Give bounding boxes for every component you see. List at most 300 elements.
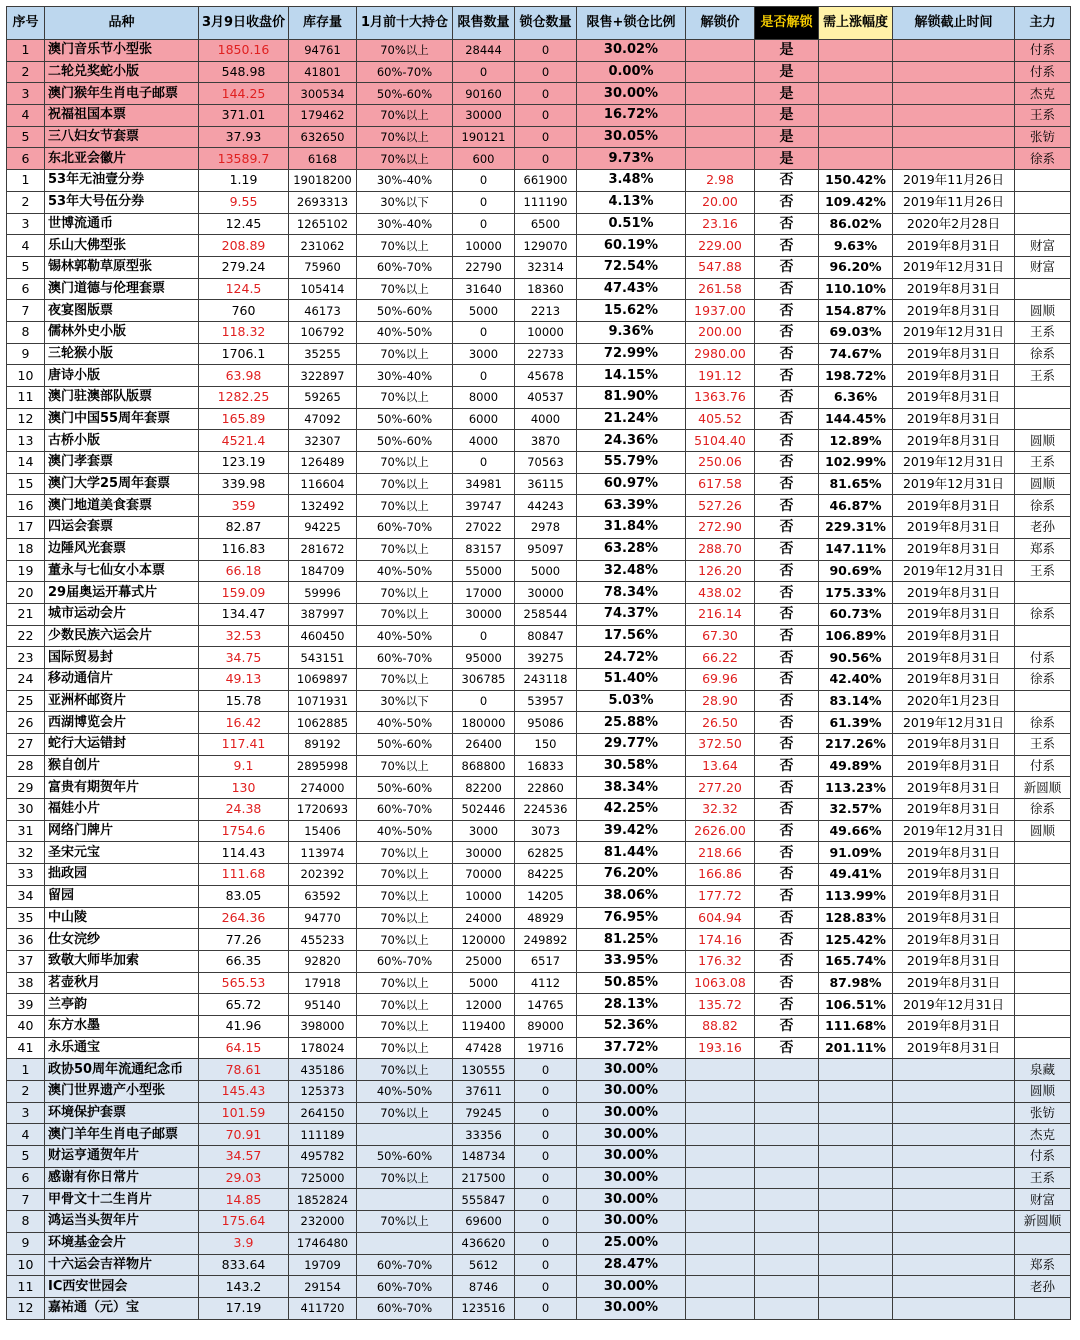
cell-required-rise [819, 61, 893, 83]
cell-deadline: 2019年12月31日 [893, 560, 1015, 582]
table-row [7, 1189, 1071, 1211]
cell-stock: 17918 [289, 972, 357, 994]
cell-ratio: 37.72% [577, 1037, 686, 1059]
cell-required-rise [819, 1059, 893, 1081]
cell-restricted-qty: 119400 [453, 1015, 515, 1037]
cell-ratio: 25.88% [577, 712, 686, 734]
cell-required-rise: 128.83% [819, 907, 893, 929]
cell-close-price: 143.2 [199, 1276, 289, 1298]
cell-is-unlocked [755, 1081, 819, 1103]
cell-index: 1 [7, 170, 45, 192]
cell-index: 8 [7, 321, 45, 343]
cell-ratio: 30.00% [577, 1124, 686, 1146]
cell-is-unlocked [755, 1146, 819, 1168]
cell-close-price: 565.53 [199, 972, 289, 994]
cell-unlock-price [686, 126, 755, 148]
cell-deadline: 2019年8月31日 [893, 625, 1015, 647]
cell-index: 29 [7, 777, 45, 799]
table-row [7, 343, 1071, 365]
cell-main-force: 新圆顺 [1015, 777, 1071, 799]
table-row [7, 799, 1071, 821]
cell-unlock-price: 405.52 [686, 408, 755, 430]
cell-stock: 19018200 [289, 170, 357, 192]
cell-name: 53年无油壹分券 [45, 170, 199, 192]
cell-close-price: 159.09 [199, 582, 289, 604]
cell-name: 澳门中国55周年套票 [45, 408, 199, 430]
cell-ratio: 47.43% [577, 278, 686, 300]
cell-deadline: 2019年12月31日 [893, 256, 1015, 278]
cell-stock: 231062 [289, 235, 357, 257]
cell-locked-qty: 45678 [515, 365, 577, 387]
cell-top10-holding: 30%以下 [357, 191, 453, 213]
cell-restricted-qty: 17000 [453, 582, 515, 604]
cell-top10-holding: 70%以上 [357, 755, 453, 777]
table-row [7, 1102, 1071, 1124]
cell-close-price: 124.5 [199, 278, 289, 300]
table-row [7, 1297, 1071, 1319]
cell-top10-holding: 60%-70% [357, 1254, 453, 1276]
cell-name: 澳门世界遗产小型张 [45, 1081, 199, 1103]
table-row [7, 1276, 1071, 1298]
cell-restricted-qty: 123516 [453, 1297, 515, 1319]
cell-stock: 32307 [289, 430, 357, 452]
cell-restricted-qty: 3000 [453, 343, 515, 365]
cell-deadline [893, 148, 1015, 170]
cell-ratio: 74.37% [577, 603, 686, 625]
cell-index: 16 [7, 495, 45, 517]
cell-required-rise [819, 1081, 893, 1103]
cell-ratio: 78.34% [577, 582, 686, 604]
cell-index: 27 [7, 734, 45, 756]
cell-name: 环境保护套票 [45, 1102, 199, 1124]
cell-locked-qty: 10000 [515, 321, 577, 343]
cell-locked-qty: 80847 [515, 625, 577, 647]
cell-close-price: 111.68 [199, 864, 289, 886]
cell-required-rise: 90.56% [819, 647, 893, 669]
cell-close-price: 34.75 [199, 647, 289, 669]
cell-name: 澳门羊年生肖电子邮票 [45, 1124, 199, 1146]
cell-close-price: 65.72 [199, 994, 289, 1016]
cell-deadline: 2019年8月31日 [893, 885, 1015, 907]
cell-restricted-qty: 0 [453, 321, 515, 343]
cell-deadline: 2019年8月31日 [893, 365, 1015, 387]
table-row [7, 300, 1071, 322]
cell-is-unlocked: 是 [755, 105, 819, 127]
cell-locked-qty: 0 [515, 1124, 577, 1146]
cell-is-unlocked: 否 [755, 430, 819, 452]
cell-restricted-qty: 10000 [453, 885, 515, 907]
cell-close-price: 359 [199, 495, 289, 517]
cell-name: 鸿运当头贺年片 [45, 1211, 199, 1233]
cell-ratio: 4.13% [577, 191, 686, 213]
cell-deadline: 2019年11月26日 [893, 191, 1015, 213]
table-row [7, 1211, 1071, 1233]
table-row [7, 148, 1071, 170]
cell-deadline: 2019年8月31日 [893, 582, 1015, 604]
cell-name: 澳门道德与伦理套票 [45, 278, 199, 300]
cell-stock: 1852824 [289, 1189, 357, 1211]
table-row [7, 321, 1071, 343]
cell-index: 2 [7, 61, 45, 83]
cell-index: 18 [7, 538, 45, 560]
cell-stock: 105414 [289, 278, 357, 300]
cell-unlock-price: 2980.00 [686, 343, 755, 365]
cell-index: 3 [7, 213, 45, 235]
cell-index: 3 [7, 1102, 45, 1124]
cell-unlock-price [686, 40, 755, 62]
cell-locked-qty: 4000 [515, 408, 577, 430]
cell-is-unlocked: 否 [755, 885, 819, 907]
cell-deadline [893, 1081, 1015, 1103]
cell-locked-qty: 84225 [515, 864, 577, 886]
cell-required-rise: 106.51% [819, 994, 893, 1016]
cell-required-rise: 32.57% [819, 799, 893, 821]
cell-unlock-price: 527.26 [686, 495, 755, 517]
cell-index: 7 [7, 1189, 45, 1211]
cell-locked-qty: 0 [515, 105, 577, 127]
cell-ratio: 63.28% [577, 538, 686, 560]
cell-name: 夜宴图版票 [45, 300, 199, 322]
cell-main-force: 王系 [1015, 452, 1071, 474]
cell-locked-qty: 0 [515, 1254, 577, 1276]
cell-top10-holding: 50%-60% [357, 430, 453, 452]
header-is-unlocked: 是否解锁 [755, 7, 819, 40]
cell-is-unlocked: 否 [755, 582, 819, 604]
cell-main-force: 王系 [1015, 105, 1071, 127]
cell-close-price: 134.47 [199, 603, 289, 625]
cell-unlock-price: 288.70 [686, 538, 755, 560]
table-row [7, 668, 1071, 690]
cell-required-rise: 49.66% [819, 820, 893, 842]
table-row [7, 603, 1071, 625]
cell-required-rise [819, 1297, 893, 1319]
cell-locked-qty: 2978 [515, 517, 577, 539]
cell-deadline: 2019年8月31日 [893, 343, 1015, 365]
cell-required-rise [819, 1167, 893, 1189]
cell-stock: 387997 [289, 603, 357, 625]
cell-name: 澳门大学25周年套票 [45, 473, 199, 495]
cell-required-rise: 217.26% [819, 734, 893, 756]
cell-index: 15 [7, 473, 45, 495]
cell-stock: 264150 [289, 1102, 357, 1124]
cell-locked-qty: 3073 [515, 820, 577, 842]
cell-locked-qty: 2213 [515, 300, 577, 322]
table-row [7, 235, 1071, 257]
cell-main-force: 付系 [1015, 61, 1071, 83]
cell-restricted-qty: 0 [453, 61, 515, 83]
cell-locked-qty: 0 [515, 1211, 577, 1233]
header-index: 序号 [7, 7, 45, 40]
cell-is-unlocked: 否 [755, 907, 819, 929]
cell-name: 唐诗小版 [45, 365, 199, 387]
cell-top10-holding: 70%以上 [357, 495, 453, 517]
cell-deadline: 2019年8月31日 [893, 777, 1015, 799]
cell-main-force: 王系 [1015, 365, 1071, 387]
cell-close-price: 41.96 [199, 1015, 289, 1037]
cell-stock: 75960 [289, 256, 357, 278]
cell-top10-holding: 70%以上 [357, 148, 453, 170]
cell-unlock-price: 88.82 [686, 1015, 755, 1037]
cell-main-force [1015, 1015, 1071, 1037]
cell-is-unlocked [755, 1189, 819, 1211]
cell-restricted-qty: 70000 [453, 864, 515, 886]
header-locked-qty: 锁仓数量 [515, 7, 577, 40]
cell-unlock-price: 67.30 [686, 625, 755, 647]
cell-name: 东方水墨 [45, 1015, 199, 1037]
cell-stock: 59996 [289, 582, 357, 604]
cell-deadline: 2019年8月31日 [893, 235, 1015, 257]
cell-stock: 1746480 [289, 1232, 357, 1254]
cell-deadline [893, 1146, 1015, 1168]
cell-index: 23 [7, 647, 45, 669]
cell-restricted-qty: 79245 [453, 1102, 515, 1124]
cell-stock: 111189 [289, 1124, 357, 1146]
cell-is-unlocked: 否 [755, 950, 819, 972]
cell-locked-qty: 14765 [515, 994, 577, 1016]
cell-locked-qty: 0 [515, 61, 577, 83]
cell-name: 兰亭韵 [45, 994, 199, 1016]
cell-unlock-price: 174.16 [686, 929, 755, 951]
cell-deadline: 2019年8月31日 [893, 495, 1015, 517]
cell-restricted-qty: 22790 [453, 256, 515, 278]
cell-unlock-price: 617.58 [686, 473, 755, 495]
table-row [7, 61, 1071, 83]
cell-ratio: 72.99% [577, 343, 686, 365]
cell-is-unlocked: 是 [755, 148, 819, 170]
cell-deadline [893, 126, 1015, 148]
cell-deadline: 2019年8月31日 [893, 603, 1015, 625]
cell-name: 嘉祐通（元）宝 [45, 1297, 199, 1319]
header-main-force: 主力 [1015, 7, 1071, 40]
cell-restricted-qty: 436620 [453, 1232, 515, 1254]
cell-name: 少数民族六运会片 [45, 625, 199, 647]
cell-main-force: 张钫 [1015, 126, 1071, 148]
cell-main-force: 泉藏 [1015, 1059, 1071, 1081]
cell-deadline: 2020年2月28日 [893, 213, 1015, 235]
cell-index: 31 [7, 820, 45, 842]
cell-main-force: 王系 [1015, 321, 1071, 343]
cell-ratio: 30.00% [577, 1102, 686, 1124]
cell-unlock-price: 1063.08 [686, 972, 755, 994]
cell-top10-holding: 70%以上 [357, 235, 453, 257]
cell-restricted-qty: 0 [453, 452, 515, 474]
cell-close-price: 9.1 [199, 755, 289, 777]
table-row [7, 929, 1071, 951]
cell-ratio: 39.42% [577, 820, 686, 842]
cell-ratio: 51.40% [577, 668, 686, 690]
cell-name: 二轮兑奖蛇小版 [45, 61, 199, 83]
cell-main-force: 杰克 [1015, 1124, 1071, 1146]
cell-unlock-price: 216.14 [686, 603, 755, 625]
cell-deadline [893, 1232, 1015, 1254]
cell-restricted-qty: 6000 [453, 408, 515, 430]
cell-top10-holding: 30%-40% [357, 170, 453, 192]
cell-index: 13 [7, 430, 45, 452]
cell-unlock-price: 166.86 [686, 864, 755, 886]
cell-locked-qty: 95097 [515, 538, 577, 560]
cell-index: 19 [7, 560, 45, 582]
cell-ratio: 16.72% [577, 105, 686, 127]
cell-top10-holding: 40%-50% [357, 1081, 453, 1103]
cell-main-force: 老孙 [1015, 1276, 1071, 1298]
cell-top10-holding: 40%-50% [357, 625, 453, 647]
cell-restricted-qty: 3000 [453, 820, 515, 842]
cell-required-rise: 6.36% [819, 387, 893, 409]
cell-locked-qty: 0 [515, 1102, 577, 1124]
table-row [7, 690, 1071, 712]
cell-required-rise: 42.40% [819, 668, 893, 690]
cell-stock: 322897 [289, 365, 357, 387]
cell-index: 11 [7, 387, 45, 409]
table-row [7, 1037, 1071, 1059]
cell-name: 澳门音乐节小型张 [45, 40, 199, 62]
cell-deadline: 2019年8月31日 [893, 1037, 1015, 1059]
cell-unlock-price: 277.20 [686, 777, 755, 799]
cell-unlock-price [686, 1276, 755, 1298]
cell-close-price: 279.24 [199, 256, 289, 278]
cell-locked-qty: 30000 [515, 582, 577, 604]
cell-main-force: 徐系 [1015, 148, 1071, 170]
cell-is-unlocked [755, 1124, 819, 1146]
cell-main-force: 付系 [1015, 1146, 1071, 1168]
cell-ratio: 3.48% [577, 170, 686, 192]
cell-is-unlocked: 否 [755, 408, 819, 430]
cell-stock: 232000 [289, 1211, 357, 1233]
cell-ratio: 60.97% [577, 473, 686, 495]
cell-unlock-price: 126.20 [686, 560, 755, 582]
cell-main-force: 财富 [1015, 235, 1071, 257]
table-row [7, 408, 1071, 430]
cell-locked-qty: 0 [515, 1146, 577, 1168]
cell-unlock-price [686, 1059, 755, 1081]
cell-locked-qty: 40537 [515, 387, 577, 409]
cell-is-unlocked: 否 [755, 365, 819, 387]
cell-unlock-price: 66.22 [686, 647, 755, 669]
cell-ratio: 33.95% [577, 950, 686, 972]
cell-main-force: 圆顺 [1015, 820, 1071, 842]
cell-locked-qty: 95086 [515, 712, 577, 734]
cell-deadline: 2019年11月26日 [893, 170, 1015, 192]
cell-name: 拙政园 [45, 864, 199, 886]
cell-top10-holding: 40%-50% [357, 560, 453, 582]
cell-top10-holding: 60%-70% [357, 256, 453, 278]
cell-top10-holding [357, 1232, 453, 1254]
cell-deadline: 2019年8月31日 [893, 647, 1015, 669]
cell-main-force: 圆顺 [1015, 1081, 1071, 1103]
cell-top10-holding: 70%以上 [357, 582, 453, 604]
cell-locked-qty: 224536 [515, 799, 577, 821]
cell-restricted-qty: 8746 [453, 1276, 515, 1298]
cell-locked-qty: 0 [515, 148, 577, 170]
cell-unlock-price: 20.00 [686, 191, 755, 213]
cell-is-unlocked: 否 [755, 256, 819, 278]
cell-restricted-qty: 33356 [453, 1124, 515, 1146]
cell-deadline: 2019年12月31日 [893, 820, 1015, 842]
cell-name: 感谢有你日常片 [45, 1167, 199, 1189]
cell-is-unlocked: 否 [755, 560, 819, 582]
cell-restricted-qty: 30000 [453, 603, 515, 625]
cell-ratio: 42.25% [577, 799, 686, 821]
table-row [7, 170, 1071, 192]
cell-required-rise [819, 105, 893, 127]
cell-stock: 19709 [289, 1254, 357, 1276]
cell-is-unlocked: 否 [755, 213, 819, 235]
cell-stock: 460450 [289, 625, 357, 647]
cell-restricted-qty: 502446 [453, 799, 515, 821]
cell-index: 21 [7, 603, 45, 625]
cell-restricted-qty: 12000 [453, 994, 515, 1016]
header-ratio: 限售+锁仓比例 [577, 7, 686, 40]
cell-unlock-price: 250.06 [686, 452, 755, 474]
cell-deadline: 2019年12月31日 [893, 994, 1015, 1016]
cell-stock: 116604 [289, 473, 357, 495]
cell-is-unlocked: 否 [755, 603, 819, 625]
cell-main-force: 付系 [1015, 755, 1071, 777]
cell-restricted-qty: 28444 [453, 40, 515, 62]
table-row [7, 777, 1071, 799]
cell-top10-holding: 70%以上 [357, 473, 453, 495]
cell-index: 7 [7, 300, 45, 322]
cell-ratio: 0.00% [577, 61, 686, 83]
cell-unlock-price [686, 1189, 755, 1211]
cell-ratio: 30.00% [577, 1189, 686, 1211]
header-unlock-price: 解锁价 [686, 7, 755, 40]
cell-top10-holding: 70%以上 [357, 885, 453, 907]
cell-top10-holding: 70%以上 [357, 1015, 453, 1037]
cell-ratio: 72.54% [577, 256, 686, 278]
cell-unlock-price [686, 61, 755, 83]
table-row [7, 517, 1071, 539]
cell-close-price: 130 [199, 777, 289, 799]
cell-stock: 632650 [289, 126, 357, 148]
cell-close-price: 339.98 [199, 473, 289, 495]
cell-main-force: 付系 [1015, 647, 1071, 669]
cell-index: 8 [7, 1211, 45, 1233]
cell-restricted-qty: 10000 [453, 235, 515, 257]
cell-main-force: 新圆顺 [1015, 1211, 1071, 1233]
cell-is-unlocked [755, 1211, 819, 1233]
cell-top10-holding [357, 1124, 453, 1146]
cell-required-rise [819, 1124, 893, 1146]
cell-deadline: 2019年8月31日 [893, 408, 1015, 430]
cell-index: 4 [7, 235, 45, 257]
cell-restricted-qty: 120000 [453, 929, 515, 951]
cell-locked-qty: 111190 [515, 191, 577, 213]
cell-locked-qty: 44243 [515, 495, 577, 517]
cell-ratio: 24.72% [577, 647, 686, 669]
cell-top10-holding: 70%以上 [357, 1059, 453, 1081]
cell-close-price: 77.26 [199, 929, 289, 951]
cell-close-price: 32.53 [199, 625, 289, 647]
cell-close-price: 66.18 [199, 560, 289, 582]
cell-index: 33 [7, 864, 45, 886]
cell-is-unlocked [755, 1276, 819, 1298]
table-row [7, 1146, 1071, 1168]
cell-restricted-qty: 5000 [453, 972, 515, 994]
header-top10-holding: 1月前十大持仓 [357, 7, 453, 40]
cell-unlock-price: 547.88 [686, 256, 755, 278]
cell-locked-qty: 0 [515, 1059, 577, 1081]
cell-locked-qty: 4112 [515, 972, 577, 994]
cell-deadline: 2019年8月31日 [893, 799, 1015, 821]
cell-index: 40 [7, 1015, 45, 1037]
cell-is-unlocked: 否 [755, 668, 819, 690]
cell-name: 三轮猴小版 [45, 343, 199, 365]
cell-ratio: 28.47% [577, 1254, 686, 1276]
cell-close-price: 165.89 [199, 408, 289, 430]
cell-close-price: 175.64 [199, 1211, 289, 1233]
cell-name: 53年大号伍分券 [45, 191, 199, 213]
